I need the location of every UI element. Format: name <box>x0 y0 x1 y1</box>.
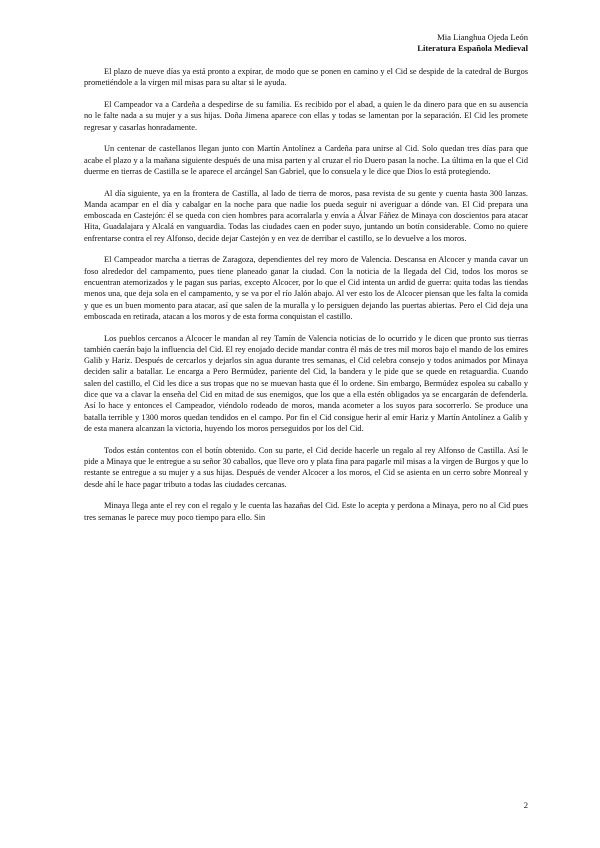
paragraph-3: Un centenar de castellanos llegan junto con Martín Antolínez a Cardeña para unirse al Cid. Solo quedan tres días para que acabe el plazo y a la mañana siguiente después de una misa parten y al cruzar el río Duero pasan la noche. La última en la que el Cid duerme en tierras de Castilla se le aparece el arcángel San Gabriel, que lo consuela y le dice que Dios lo está protegiendo. <box>84 144 528 176</box>
paragraph-6: Los pueblos cercanos a Alcocer le mandan al rey Tamín de Valencia noticias de lo ocurrido y le dicen que pronto sus tierras también caerán bajo la influencia del Cid. El rey enojado decide mandar contra él más de tres mil moros bajo el mando de los emires Galib y Hariz. Después de cercarlos y dejarlos sin agua durante tres semanas, el Cid celebra consejo y todos animados por Minaya deciden salir a batallar. Le encarga a Pero Bermúdez, pariente del Cid, la bandera y le pide que se quede en retaguardia. Cuando salen del castillo, el Cid les dice a sus tropas que no se muevan hasta que él lo ordene. Sin embargo, Bermúdez espolea su caballo y dice que va a clavar la enseña del Cid en mitad de sus enemigos, que los que a ella estén obligados ya se encargarán de defenderla. Así lo hace y entonces el Campeador, viéndolo rodeado de moros, manda acometer a los suyos para socorrerlo. Se produce una batalla terrible y 1300 moros quedan tendidos en el campo. Por fin el Cid consigue herir al emir Hariz y Martín Antolínez a Galib y de esta manera alcanzan la victoria, huyendo los moros perseguidos por los del Cid. <box>84 333 528 433</box>
paragraph-4: Al día siguiente, ya en la frontera de Castilla, al lado de tierra de moros, pasa revista de su gente y cuenta hasta 300 lanzas. Manda acampar en el día y cabalgar en la noche para que nadie los pueda seguir ni averiguar a dónde van. El Cid prepara una emboscada en Castejón: él se queda con cien hombres para acorralarla y envía a Álvar Fáñez de Minaya con doscientos para atacar Hita, Guadalajara y Alcalá en vanguardia. Todas las ciudades caen en poder suyo, juntando un botín considerable. Como no quiere enfrentarse contra el rey Alfonso, decide dejar Castejón y en vez de derribar el castillo, se lo devuelve a los moros. <box>84 188 528 243</box>
paragraph-1: El plazo de nueve días ya está pronto a expirar, de modo que se ponen en camino y el Cid se despide de la catedral de Burgos prometiéndole a la virgen mil misas para su altar si le ayuda. <box>84 67 528 88</box>
author-name: Mia Lianghua Ojeda León <box>437 32 528 42</box>
course-title: Literatura Española Medieval <box>417 43 528 53</box>
paragraph-2: El Campeador va a Cardeña a despedirse de su familia. Es recibido por el abad, a quien le da dinero para que en su ausencia no le falte nada a su mujer y a sus hijas. Doña Jimena aparece con ellas y todas se lamentan por la separación. El Cid les promete regresar y casarlas honradamente. <box>84 99 528 132</box>
page-number: 2 <box>523 800 528 810</box>
page-header <box>84 32 528 54</box>
paragraph-8: Minaya llega ante el rey con el regalo y le cuenta las hazañas del Cid. Este lo acepta y perdona a Minaya, pero no al Cid pues tres semanas le parece muy poco tiempo para ello. Sin <box>84 501 528 522</box>
document-page <box>84 32 528 533</box>
paragraph-7: Todos están contentos con el botín obtenido. Con su parte, el Cid decide hacerle un regalo al rey Alfonso de Castilla. Así le pide a Minaya que le entregue a su señor 30 caballos, que lleve oro y plata fina para pagarle mil misas a la virgen de Burgos y que lo restante se entregue a su mujer y a sus hijas. Después de vender Alcocer a los moros, el Cid se asienta en un cerro sobre Monreal y desde ahí le hace pagar tributo a todas las ciudades cercanas. <box>84 445 528 489</box>
paragraph-5: El Campeador marcha a tierras de Zaragoza, dependientes del rey moro de Valencia. Descansa en Alcocer y manda cavar un foso alrededor del campamento, pues tiene planeado ganar la ciudad. Con la noticia de la llegada del Cid, todos los moros se encuentran atemorizados y le pagan sus parias, excepto Alcocer, por lo que el Cid intenta un ardid de guerra: quita todas las tiendas menos una, que deja sola en el campamento, y se va por el río Jalón abajo. Al ver esto los de Alcocer piensan que les falta la comida y que es un buen momento para atacar, así que salen de la muralla y lo persiguen dejando las puertas abiertas. Pero el Cid deja una emboscada en retirada, atacan a los moros y de esta forma conquistan el castillo. <box>84 255 528 321</box>
